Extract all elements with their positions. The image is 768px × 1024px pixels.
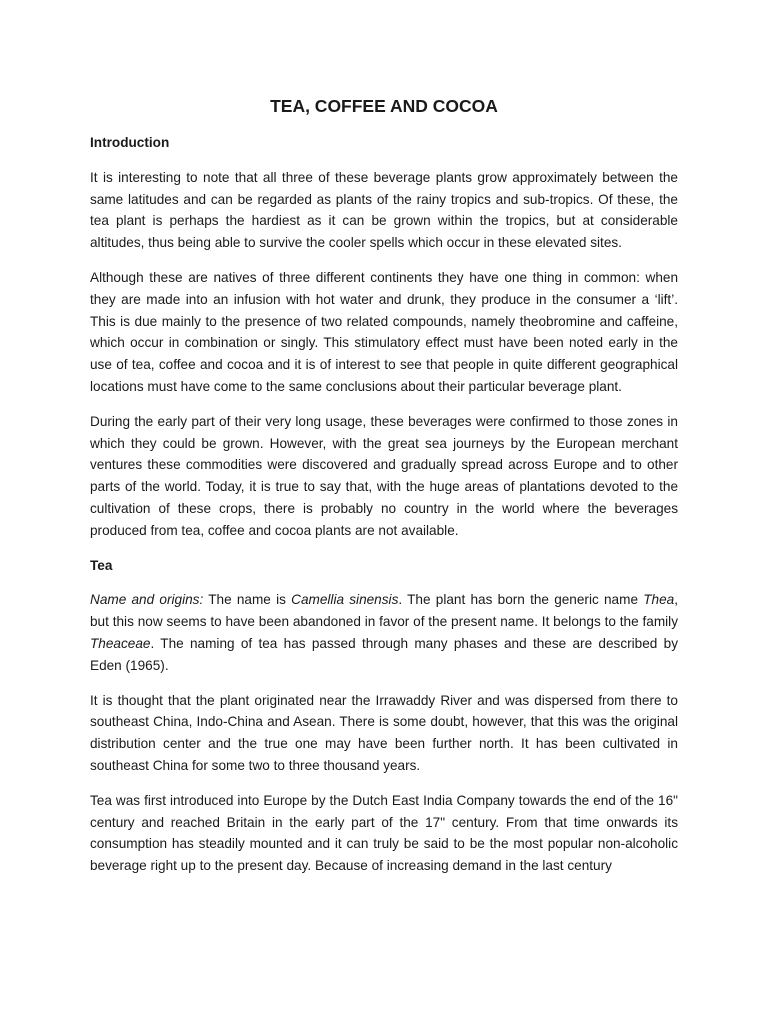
tea-paragraph-origin: It is thought that the plant originated near the Irrawaddy River and was dispersed from there to southeast China, Indo-China and Asean. There is some doubt, however, that this was the original distribution center and the true one may have been further north. It has been cultivated in southeast China for some two to three thousand years.	[90, 692, 678, 773]
name-origins-text-2: . The plant has born the generic name	[398, 592, 644, 608]
intro-paragraph-3: During the early part of their very long usage, these beverages were confirmed to those zones in which they could be grown. However, with the great sea journeys by the European merchant ventures these commodities were discovered and gradually spread across Europe and to other parts of the world. Today, it is true to say that, with the huge areas of plantations devoted to the cultivation of these crops, there is probably no country in the world where the beverages produced from tea, coffee and cocoa plants are not available.	[90, 413, 678, 538]
tea-name-origins-paragraph	[90, 589, 678, 676]
genus-name: Thea	[643, 592, 675, 608]
name-origins-label: Name and origins:	[90, 592, 204, 608]
document-page	[90, 92, 678, 890]
name-origins-text-4: . The naming of tea has passed through many phases and these are described by Eden (1965).	[90, 635, 678, 673]
intro-paragraph-2: Although these are natives of three different continents they have one thing in common: when they are made into an infusion with hot water and drunk, they produce in the consumer a ‘lift’. This is due mainly to the presence of two related compounds, namely theobromine and caffeine, which occur in combination or singly. This stimulatory effect must have been noted early in the use of tea, coffee and cocoa and it is of interest to see that people in quite different geographical locations must have come to the same conclusions about their particular beverage plant.	[90, 269, 678, 394]
species-name: Camellia sinensis	[291, 592, 399, 608]
name-origins-text-1: The name is	[203, 592, 292, 608]
section-heading-introduction: Introduction	[90, 135, 170, 150]
name-origins-text-3: , but this now seems to have been abandoned in favor of the present name. It belongs to the family	[90, 592, 678, 630]
document-title: TEA, COFFEE AND COCOA	[270, 96, 498, 116]
tea-paragraph-europe: Tea was first introduced into Europe by the Dutch East India Company towards the end of the 16" century and reached Britain in the early part of the 17" century. From that time onwards its consumption has steadily mounted and it can truly be said to be the most popular non-alcoholic beverage right up to the present day. Because of increasing demand in the last century	[90, 792, 678, 874]
intro-paragraph-1: It is interesting to note that all three of these beverage plants grow approximately between the same latitudes and can be regarded as plants of the rainy tropics and sub-tropics. Of these, the tea plant is perhaps the hardiest as it can be grown within the tropics, but at considerable altitudes, thus being able to survive the cooler spells which occur in these elevated sites.	[90, 169, 678, 251]
family-name: Theaceae	[90, 635, 151, 651]
section-heading-tea: Tea	[90, 557, 113, 573]
